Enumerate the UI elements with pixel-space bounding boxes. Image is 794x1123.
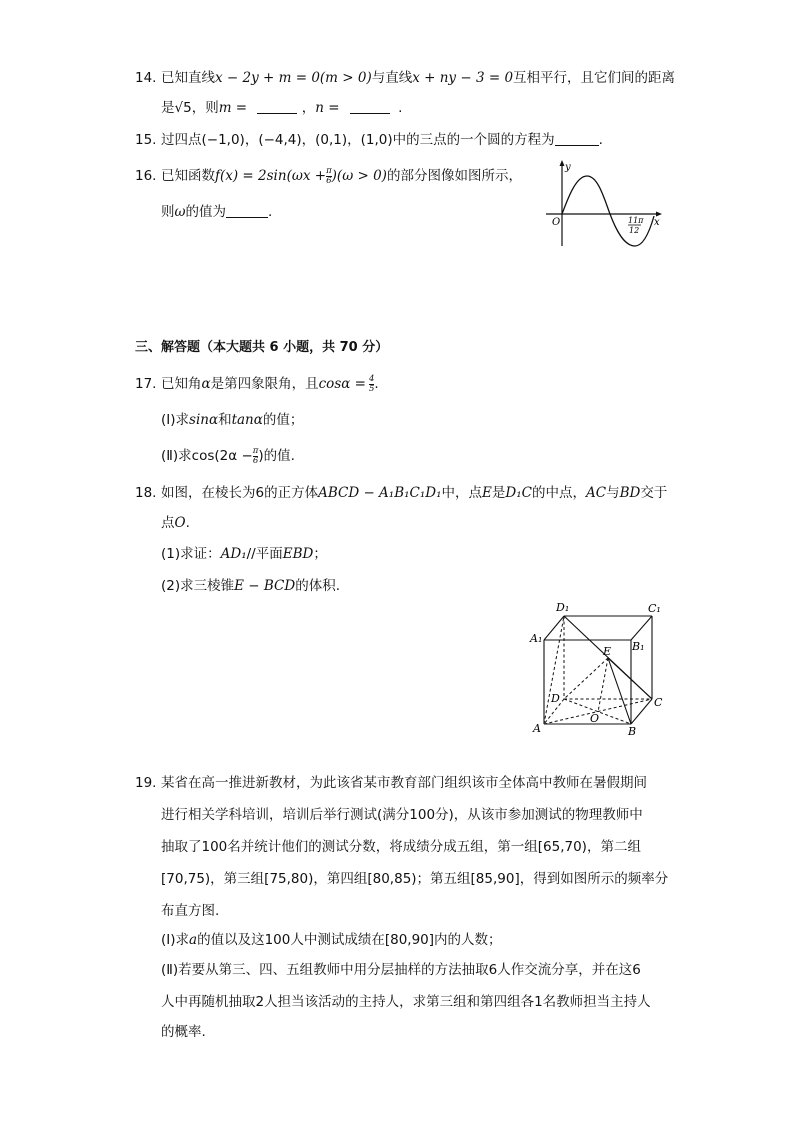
equation: x − 2y + m = 0(m > 0) (215, 70, 372, 86)
text: 与 (606, 485, 620, 501)
label-b: B (628, 725, 637, 738)
text: )的值. (258, 448, 295, 464)
label-d1: D₁ (556, 601, 570, 614)
x-label: x (654, 217, 660, 228)
text: 的值为 (185, 204, 227, 220)
q16-line1 (161, 166, 522, 186)
period: . (374, 376, 379, 392)
origin-label: O (552, 217, 561, 228)
edge-c1b1 (631, 616, 652, 640)
edge-a1d1 (544, 616, 564, 640)
q16-line2 (161, 202, 272, 222)
denominator: 6 (252, 455, 259, 466)
segment-ad1 (544, 616, 564, 724)
text: (Ⅰ)求 (161, 412, 190, 428)
q15-answer-blank[interactable] (555, 131, 599, 146)
plane-ebd: EBD (282, 546, 314, 562)
q14-line1 (161, 68, 675, 88)
denominator: 5 (368, 383, 375, 394)
sine-graph (540, 158, 665, 250)
q17-number: 17. (135, 376, 157, 392)
text: (1)求证： (161, 546, 221, 562)
text: (Ⅱ)求cos(2α − (161, 448, 253, 464)
q19-line1: 某省在高一推进新教材，为此该省某市教育部门组织该市全体高中教师在暑假期间 (161, 775, 647, 791)
cube-name: ABCD − A₁B₁C₁D₁ (318, 485, 442, 501)
q18-line2 (161, 513, 190, 533)
text: 的值以及这100人中测试成绩在[80,90]内的人数； (197, 932, 502, 948)
q14-line2 (161, 98, 402, 118)
text: 和 (218, 412, 232, 428)
cube-diagram (528, 598, 668, 738)
denominator: 6 (326, 175, 332, 186)
q19-line5: 布直方图. (161, 903, 220, 919)
q18-part1 (161, 544, 327, 564)
text: 互相平行，且它们间的距离 (513, 70, 676, 86)
text: 是 (161, 100, 175, 116)
q19-part2-line1: (Ⅱ)若要从第三、四、五组教师中用分层抽样的方法抽取6人作交流分享，并在这6 (161, 962, 641, 978)
q19-part1 (161, 930, 502, 950)
text: 则 (161, 204, 175, 220)
equation: cosα = (318, 376, 366, 392)
tick-denominator: 12 (629, 226, 640, 235)
text: (Ⅰ)求 (161, 932, 190, 948)
text: 是第四象限角，且 (210, 376, 319, 392)
q15-number: 15. (135, 132, 157, 148)
numerator: π (252, 445, 259, 456)
text: ，则 (191, 100, 219, 116)
sine-curve (562, 176, 654, 246)
q19-line2: 进行相关学科培训，培训后举行测试(满分100分)，从该市参加测试的物理教师中 (161, 807, 643, 823)
text: 点 (161, 515, 175, 531)
segment-ac: AC (585, 485, 607, 501)
equation: )(ω > 0) (331, 168, 387, 184)
x-arrow (656, 212, 662, 217)
q19-line4: [70,75)，第三组[75,80)，第四组[80,85)；第五组[85,90]，得到如图所示的频率分 (161, 871, 669, 887)
text: 交于 (640, 485, 668, 501)
q19-part2-line3: 的概率. (161, 1024, 206, 1040)
text: (2)求三棱锥 (161, 578, 235, 594)
label-d: D (551, 692, 560, 705)
q18-number: 18. (135, 485, 157, 501)
q15-line (161, 130, 603, 150)
label-a: A (533, 722, 541, 735)
equation: f(x) = 2sin(ωx + (215, 168, 327, 184)
omega: ω (174, 204, 186, 220)
edge-cb (631, 699, 652, 724)
m-answer-blank[interactable] (257, 99, 297, 114)
text: 已知角 (161, 376, 202, 392)
text: 已知函数 (161, 168, 215, 184)
separator: ， (301, 100, 316, 116)
text: 的部分图像如图所示， (386, 168, 522, 184)
segment-d1c: D₁C (505, 485, 532, 501)
text: 的体积. (295, 578, 340, 594)
segment-bd: BD (619, 485, 641, 501)
text: 过四点(−1,0)，(−4,4)，(0,1)，(1,0)中的三点的一个圆的方程为 (161, 132, 555, 148)
q17-part1 (161, 410, 303, 430)
m-label: m = (218, 100, 248, 116)
numerator: 4 (368, 373, 375, 384)
text: 如图，在棱长为6的正方体 (161, 485, 319, 501)
label-o: O (590, 712, 600, 725)
text: ； (313, 546, 327, 562)
q17-line1 (161, 374, 379, 394)
period: . (398, 100, 403, 116)
q16-number: 16. (135, 168, 157, 184)
q18-line1 (161, 483, 667, 503)
label-b1: B₁ (632, 640, 645, 653)
n-label: n = (315, 100, 340, 116)
text: 的值； (262, 412, 304, 428)
text: 与直线 (371, 70, 413, 86)
tick-numerator: 11π (628, 216, 644, 225)
text: //平面 (246, 546, 283, 562)
label-e: E (603, 645, 612, 658)
alpha: α (201, 376, 211, 392)
text: 中，点 (441, 485, 483, 501)
tan-alpha: tanα (231, 412, 263, 428)
text: 是 (491, 485, 506, 501)
q17-part2 (161, 446, 295, 466)
q18-part2 (161, 576, 340, 596)
pyramid-name: E − BCD (234, 578, 296, 594)
label-c: C (654, 696, 663, 709)
sqrt-value: √5 (174, 100, 192, 116)
q16-answer-blank[interactable] (226, 203, 268, 218)
equation: x + ny − 3 = 0 (412, 70, 514, 86)
point-o: O (174, 515, 186, 531)
variable-a: a (189, 932, 198, 948)
q19-number: 19. (135, 775, 157, 791)
y-arrow (560, 160, 565, 166)
segment-ad1: AD₁ (220, 546, 247, 562)
text: 的中点， (531, 485, 586, 501)
label-c1: C₁ (648, 602, 661, 615)
q19-part2-line2: 人中再随机抽取2人担当该活动的主持人，求第三组和第四组各1名教师担当主持人 (161, 994, 651, 1010)
n-answer-blank[interactable] (350, 99, 390, 114)
y-label: y (565, 162, 571, 173)
q19-line3: 抽取了100名并统计他们的测试分数，将成绩分成五组，第一组[65,70)，第二组 (161, 839, 641, 855)
label-a1: A₁ (530, 632, 543, 645)
point-e: E (482, 485, 492, 501)
period: . (185, 515, 190, 531)
period: . (268, 204, 273, 220)
q14-number: 14. (135, 70, 157, 86)
text: 已知直线 (161, 70, 215, 86)
section-heading: 三、解答题（本大题共 6 小题，共 70 分） (135, 340, 389, 355)
numerator: π (326, 165, 332, 176)
sin-alpha: sinα (189, 412, 219, 428)
period: . (598, 132, 603, 148)
